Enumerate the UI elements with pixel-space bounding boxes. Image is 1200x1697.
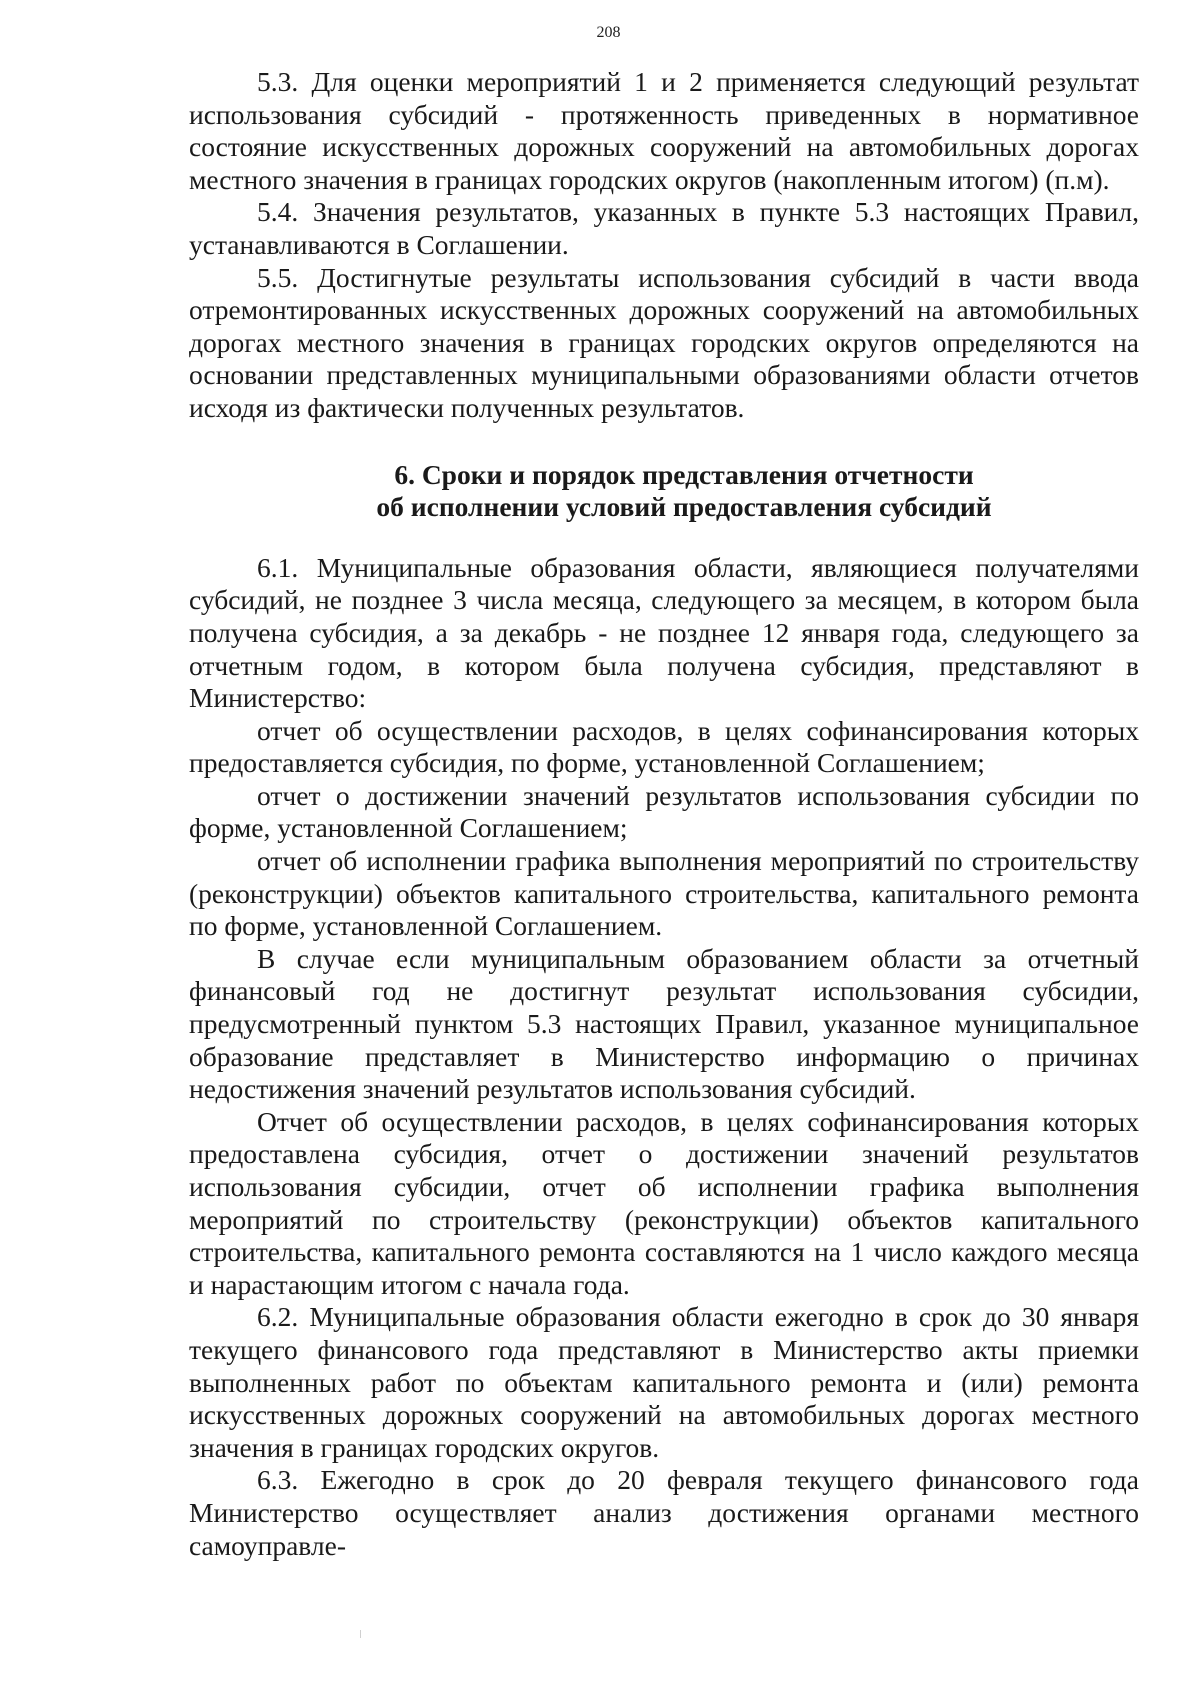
document-body (189, 66, 1139, 1562)
paragraph-report-schedule: отчет об исполнении графика выполнения мероприятий по строительству (реконструкции) объектов капитального строительства, капитального ремонта по форме, установленной Соглашением. (189, 845, 1139, 942)
paragraph-report-results: отчет о достижении значений результатов использования субсидии по форме, установленной Соглашением; (189, 779, 1139, 844)
paragraph-6-2: 6.2. Муниципальные образования области ежегодно в срок до 30 января текущего финансового года представляют в Министерство акты приемки выполненных работ по объектам капитального ремонта и (или) ремонта искусственных дорожных сооружений на автомобильных дорогах местного значения в границах городских округов. (189, 1301, 1139, 1463)
page-number: 208 (596, 24, 621, 41)
scan-artifact (100, 0, 140, 6)
paragraph-6-1: 6.1. Муниципальные образования области, являющиеся получателями субсидий, не позднее 3 числа месяца, следующего за месяцем, в котором была получена субсидия, а за декабрь - не позднее 12 января года, следующего за отчетным годом, в котором была получена субсидия, представляют в Министерство: (189, 551, 1139, 714)
paragraph-report-expenses: отчет об осуществлении расходов, в целях софинансирования которых предоставляется субсидия, по форме, установленной Соглашением; (189, 714, 1139, 779)
paragraph-5-5: 5.5. Достигнутые результаты использования субсидий в части ввода отремонтированных искусственных дорожных сооружений на автомобильных дорогах местного значения в границах городских округов определяются на основании представленных муниципальными образованиями области отчетов исходя из фактически полученных результатов. (189, 261, 1139, 423)
paragraph-5-3: 5.3. Для оценки мероприятий 1 и 2 применяется следующий результат использования субсидий - протяженность приведенных в нормативное состояние искусственных дорожных сооружений на автомобильных дорогах местного значения в границах городских округов (накопленным итогом) (п.м). (189, 66, 1139, 195)
section-heading-line-1: 6. Сроки и порядок представления отчетности (394, 458, 974, 490)
paragraph-report-compilation: Отчет об осуществлении расходов, в целях софинансирования которых предоставлена субсидия, отчет о достижении значений результатов использования субсидии, отчет об исполнении графика выполнения мероприятий по строительству (реконструкции) объектов капитального строительства, капитального ремонта составляются на 1 число каждого месяца и нарастающим итогом с начала года. (189, 1105, 1139, 1300)
paragraph-5-4: 5.4. Значения результатов, указанных в пункте 5.3 настоящих Правил, устанавливаются в Соглашении. (189, 196, 1139, 260)
section-heading-line-2: об исполнении условий предоставления субсидий (376, 491, 992, 523)
paragraph-6-3: 6.3. Ежегодно в срок до 20 февраля текущего финансового года Министерство осуществляет анализ достижения органами местного самоуправле- (189, 1464, 1139, 1561)
scan-artifact-dot (360, 1630, 361, 1638)
section-heading (189, 459, 1139, 524)
paragraph-non-achievement: В случае если муниципальным образованием области за отчетный финансовый год не достигнут результат использования субсидии, предусмотренный пунктом 5.3 настоящих Правил, указанное муниципальное образование представляет в Министерство информацию о причинах недостижения значений результатов использования субсидий. (189, 942, 1139, 1105)
